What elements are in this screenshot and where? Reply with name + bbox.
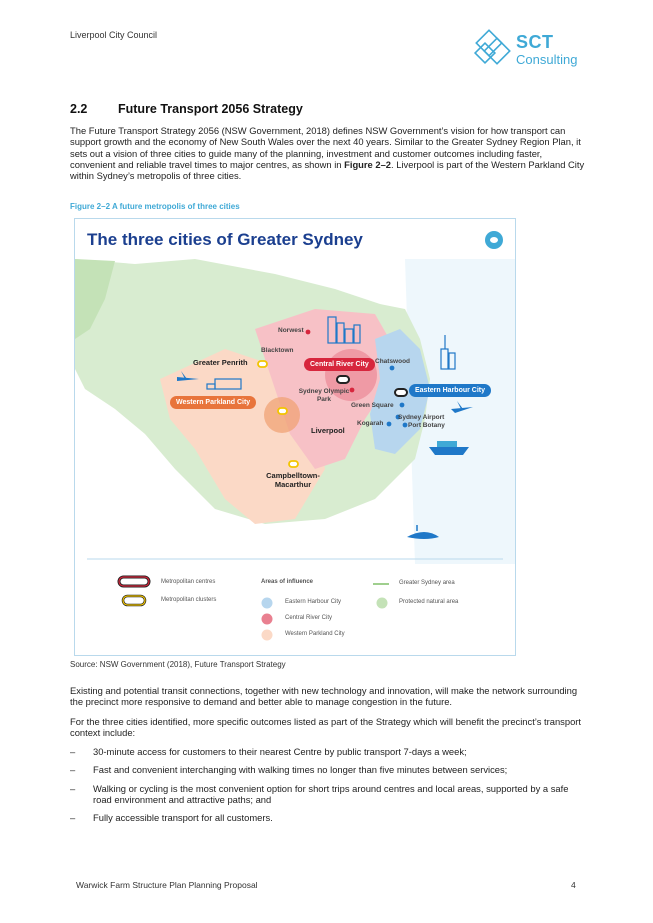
three-cities-map [74,218,516,656]
port-botany-dot [403,423,408,428]
label-port-botany: Port Botany [408,422,445,429]
green-square-dot [400,403,405,408]
section-title: Future Transport 2056 Strategy [118,102,303,116]
label-green-square: Green Square [351,402,394,409]
label-chatswood: Chatswood [375,358,411,365]
list-item-text: Fully accessible transport for all customers. [93,812,273,824]
legend-eastern-swatch [262,598,273,609]
label-sydney-olympic-park: Sydney Olympic Park [298,388,350,403]
bullet-dash: – [70,782,76,794]
logo-text-secondary: Consulting [516,52,578,67]
label-blacktown: Blacktown [261,347,294,354]
footer-document-title: Warwick Farm Structure Plan Planning Proposal [76,880,258,890]
figure-reference: Figure 2–2 [344,158,392,170]
legend-central-swatch [262,614,273,625]
western-parkland-city-badge: Western Parkland City [170,396,256,409]
outcomes-list [70,746,586,830]
logo-text-primary: SCT [516,32,554,52]
label-kogarah: Kogarah [357,420,384,427]
eastern-centre-marker [395,389,407,396]
legend-greater-sydney-area: Greater Sydney area [399,580,455,586]
bullet-dash: – [70,812,76,824]
central-centre-marker [337,376,349,383]
list-item [70,812,586,823]
header-organization: Liverpool City Council [70,30,158,40]
eye-icon [485,231,503,249]
list-item [70,764,586,775]
figure-caption: Figure 2–2 A future metropolis of three cities [70,202,240,211]
eastern-harbour-city-badge: Eastern Harbour City [409,384,491,397]
penrith-cluster-marker [258,361,267,367]
section-heading [70,102,303,116]
list-item [70,746,586,757]
legend-metropolitan-centres: Metropolitan centres [161,579,216,585]
legend-areas-heading: Areas of influence [261,579,314,585]
legend-protected-swatch [377,598,388,609]
map-graphic [75,219,515,655]
legend-eastern-harbour: Eastern Harbour City [285,599,342,605]
label-sydney-airport: Sydney Airport [398,414,445,421]
chatswood-dot [390,366,395,371]
logo-diamond-icon [470,28,514,72]
legend-central-river: Central River City [285,615,333,621]
sct-logo [470,28,590,72]
liverpool-cluster-marker [278,408,287,414]
section-number: 2.2 [70,102,88,116]
list-item-text: 30-minute access for customers to their nearest Centre by public transport 7-days a week; [93,746,467,757]
footer-page-number: 4 [571,880,576,890]
central-river-city-badge: Central River City [304,358,375,371]
label-campbelltown-macarthur: Campbelltown-Macarthur [266,471,320,489]
label-liverpool: Liverpool [311,426,345,435]
legend-western-parkland: Western Parkland City [285,631,345,637]
paragraph-transit: Existing and potential transit connections, together with new technology and innovation, will make the network surrounding the precinct more responsive to demand and better able to manage congestion in the future. [70,685,578,708]
intro-text-1: The Future Transport Strategy 2056 (NSW Government, 2018) defines NSW Government’s vision for how transport can support growth and the economy of New South Wales over the next 40 years. Similar to the Greater Sydney Region Plan, it sets out a vision of three cities to guide many of the planning, investment and customer outcomes including faster, convenient and reliable travel times to major centres, as shown in [70,125,581,170]
label-norwest: Norwest [278,327,304,334]
map-title: The three cities of Greater Sydney [87,230,363,249]
legend-metropolitan-clusters: Metropolitan clusters [161,597,217,603]
figure-source: Source: NSW Government (2018), Future Transport Strategy [70,660,286,669]
kogarah-dot [387,422,392,427]
campbelltown-cluster-marker [289,461,298,467]
legend-western-swatch [262,630,273,641]
legend-centre-swatch [119,577,149,586]
bullet-dash: – [70,746,76,757]
bullet-dash: – [70,764,76,776]
paragraph-outcomes: For the three cities identified, more specific outcomes listed as part of the Strategy which will benefit the precinct’s transport context include: [70,716,582,739]
legend-protected-natural-area: Protected natural area [399,599,459,605]
label-greater-penrith: Greater Penrith [193,358,248,367]
legend-cluster-swatch [123,596,145,605]
list-item-text: Fast and convenient interchanging with walking times no longer than five minutes between services; [93,764,508,776]
intro-text-2: . Liverpool is part of the Western Parkland City within Sydney’s metropolis of three cities. [70,158,585,182]
list-item-text: Walking or cycling is the most convenient option for short trips around centres and local areas, supported by a safe road environment and attractive paths; and [93,782,569,805]
list-item [70,783,586,806]
norwest-dot [306,330,311,335]
intro-paragraph [70,125,586,181]
